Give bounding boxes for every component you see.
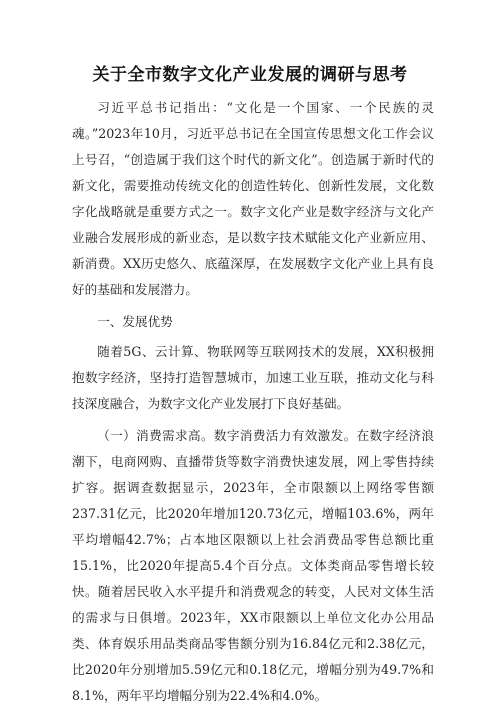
document-title: 关于全市数字文化产业发展的调研与思考 [92,65,408,85]
advantages-paragraph: 随着5G、云计算、物联网等互联网技术的发展，XX积极拥抱数字经济，坚持打造智慧城市，加速工业互联，推动文化与科技深度融合，为数字文化产业发展打下良好基础。 [72,344,434,411]
document-body [72,95,434,709]
consumer-demand-paragraph: （一）消费需求高。数字消费活力有效激发。在数字经济浪潮下，电商网购、直播带货等数字消费快速发展，网上零售持续扩容。据调查数据显示，2023年，全市限额以上网络零售额237.31亿元，比2020年增加120.73亿元，增幅103.6%，两年平均增幅42.7%；占本地区限额以上社会消费品零售总额比重15.1%，比2020年提高5.4个百分点。文体类商品零售增长较快。随着居民收入水平提升和消费观念的转变，人民对文体生活的需求与日俱增。2023年，XX市限额以上单位文化办公用品类、体育娱乐用品类商品零售额分别为16.84亿元和2.38亿元，比2020年分别增加5.59亿元和0.18亿元，增幅分别为49.7%和8.1%，两年平均增幅分别为22.4%和4.0%。 [72,428,434,703]
intro-paragraph: 习近平总书记指出：“文化是一个国家、一个民族的灵魂。”2023年10月，习近平总书记在全国宣传思想文化工作会议上号召，“创造属于我们这个时代的新文化”。创造属于新时代的新文化，需要推动传统文化的创造性转化、创新性发展，文化数字化战略就是重要方式之一。数字文化产业是数字经济与文化产业融合发展形成的新业态，是以数字技术赋能文化产业新应用、新消费。XX历史悠久、底蕴深厚，在发展数字文化产业上具有良好的基础和发展潜力。 [72,100,434,297]
section-heading-advantages: 一、发展优势 [97,314,173,329]
